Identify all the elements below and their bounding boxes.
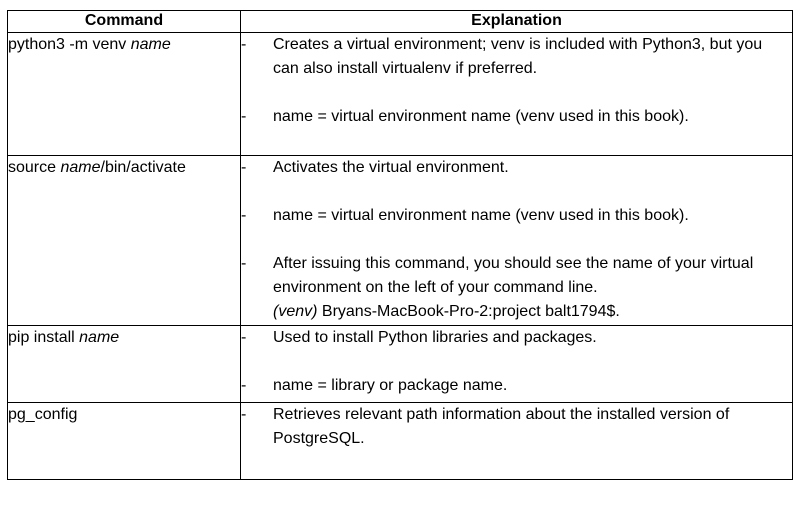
table-row	[8, 156, 793, 326]
bullet-item	[241, 33, 792, 81]
table-row	[8, 403, 793, 480]
bullet-item	[241, 403, 792, 451]
bullet-item	[241, 252, 792, 324]
dash-marker: -	[241, 159, 247, 176]
bullet-item	[241, 105, 792, 129]
table-row	[8, 326, 793, 403]
command-cell	[8, 33, 241, 156]
explanation-cell	[241, 403, 793, 480]
header-row	[8, 11, 793, 33]
bullet-item	[241, 374, 792, 398]
command-placeholder: name	[79, 329, 120, 346]
bullet-text: name = library or package name.	[273, 377, 508, 394]
bullet-text: name = virtual environment name (venv used in this book).	[273, 108, 689, 125]
command-cell	[8, 403, 241, 480]
header-explanation: Explanation	[241, 11, 793, 33]
dash-marker: -	[241, 406, 247, 423]
dash-marker: -	[241, 377, 247, 394]
table-row	[8, 33, 793, 156]
bullet-text: Used to install Python libraries and packages.	[273, 329, 597, 346]
command-text: source	[8, 159, 61, 176]
command-cell	[8, 156, 241, 326]
command-text: pg_config	[8, 406, 78, 423]
explanation-cell	[241, 326, 793, 403]
bullet-item	[241, 156, 792, 180]
dash-marker: -	[241, 108, 247, 125]
command-placeholder: name	[130, 36, 171, 53]
dash-marker: -	[241, 255, 247, 272]
bullet-text: name = virtual environment name (venv used in this book).	[273, 207, 689, 224]
explanation-cell	[241, 156, 793, 326]
bullet-text: Creates a virtual environment; venv is included with Python3, but you can also install virtualenv if preferred.	[273, 36, 763, 77]
command-text: python3 -m venv	[8, 36, 131, 53]
dash-marker: -	[241, 329, 247, 346]
bullet-text: After issuing this command, you should see the name of your virtual environment on the left of your command line.	[273, 255, 754, 296]
venv-prompt-prefix: (venv)	[273, 303, 318, 320]
bullet-text: Retrieves relevant path information about the installed version of PostgreSQL.	[273, 406, 730, 447]
command-table	[7, 10, 793, 480]
prompt-example-text: Bryans-MacBook-Pro-2:project balt1794$.	[317, 303, 620, 320]
dash-marker: -	[241, 36, 247, 53]
command-cell	[8, 326, 241, 403]
bullet-text: Activates the virtual environment.	[273, 159, 509, 176]
header-command: Command	[8, 11, 241, 33]
command-text: pip install	[8, 329, 80, 346]
dash-marker: -	[241, 207, 247, 224]
command-placeholder: name	[60, 159, 101, 176]
command-text: /bin/activate	[100, 159, 186, 176]
bullet-content	[273, 252, 792, 324]
explanation-cell	[241, 33, 793, 156]
bullet-item	[241, 326, 792, 350]
bullet-item	[241, 204, 792, 228]
